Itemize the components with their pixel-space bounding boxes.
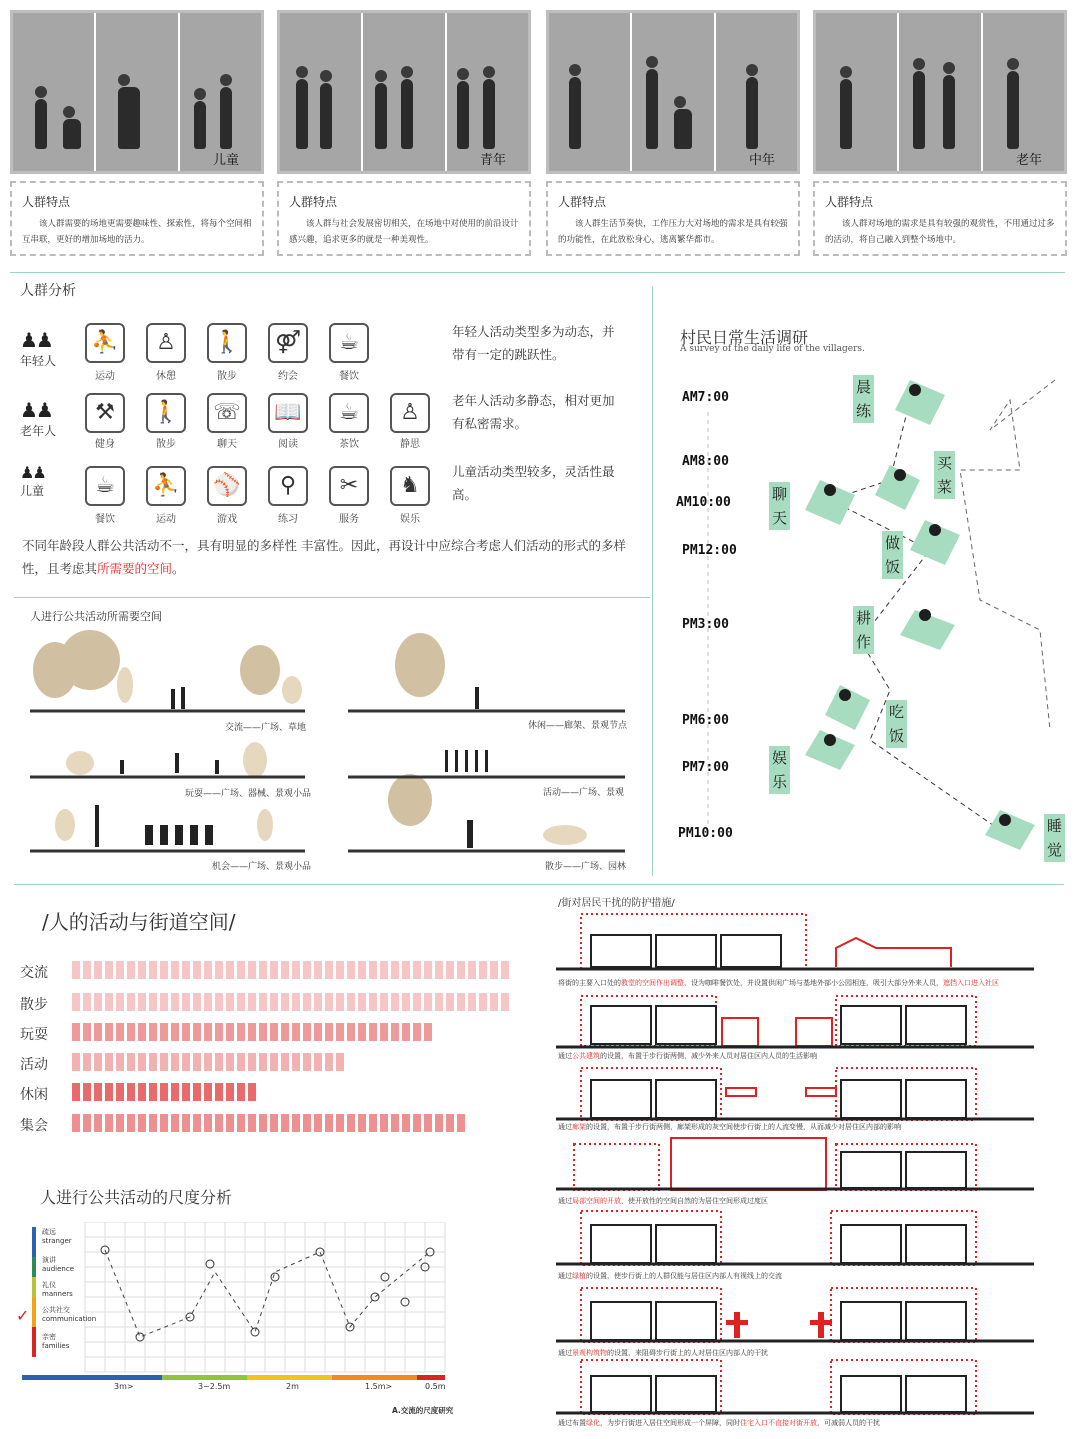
stroll-icon: 🚶 <box>146 393 186 433</box>
bar-segment <box>215 961 223 979</box>
sport-icon: ⛹ <box>85 323 125 363</box>
group-label: 中年 <box>748 153 775 168</box>
survey-title: 村民日常生活调研 <box>680 328 809 347</box>
exercise-icon: ⛹ <box>146 466 186 506</box>
bar-segment <box>270 993 278 1011</box>
bar-segment <box>303 1053 311 1071</box>
bar-segment <box>105 1023 113 1041</box>
bar-segment <box>226 1023 234 1041</box>
bar-segment <box>204 1023 212 1041</box>
bar-segment <box>226 1114 234 1132</box>
bar-segment <box>369 993 377 1011</box>
bar-row: 交流 <box>20 961 512 983</box>
dining-icon: ☕ <box>329 323 369 363</box>
bar-segment <box>325 1114 333 1132</box>
bar-segment <box>83 1023 91 1041</box>
children-desc: 儿童活动类型较多，灵活性最高。 <box>452 464 615 502</box>
bar-segment <box>259 961 267 979</box>
bar-segment <box>149 1083 157 1101</box>
bar-segment <box>248 993 256 1011</box>
survey-subtitle: A survey of the daily life of the villagers. <box>680 344 865 354</box>
game-icon: ⚾ <box>207 466 247 506</box>
bar-segment <box>424 1023 432 1041</box>
bar-segment <box>149 1053 157 1071</box>
bar-segment <box>149 961 157 979</box>
bar-segment <box>358 1023 366 1041</box>
activity-buy-groceries: 买菜 <box>934 451 955 499</box>
bar-segment <box>391 1114 399 1132</box>
bar-segment <box>127 993 135 1011</box>
bar-segment <box>248 1053 256 1071</box>
young-desc: 年轻人活动类型多为动态，并带有一定的跳跃性。 <box>452 324 615 362</box>
bar-segment <box>215 1053 223 1071</box>
bar-row: 玩耍 <box>20 1023 435 1045</box>
bar-segment <box>413 1114 421 1132</box>
bar-segment <box>413 961 421 979</box>
bar-segment <box>347 961 355 979</box>
bar-segment <box>501 961 509 979</box>
bar-segment <box>116 961 124 979</box>
bar-segment <box>204 1053 212 1071</box>
caption-3: 通过廊架的设置，布置于步行街两侧，廊架形成的灰空间使步行街上的人流变慢，从而减少对居住区内部的影响 <box>558 1123 901 1131</box>
bar-segment <box>160 1023 168 1041</box>
distance-scale-bar <box>22 1375 445 1380</box>
entertainment-icon: ♞ <box>390 466 430 506</box>
bar-segment <box>292 1053 300 1071</box>
bar-segment <box>72 1053 80 1071</box>
crowd-title: 人群分析 <box>20 283 76 299</box>
bar-segment <box>325 1023 333 1041</box>
bar-segment <box>138 1083 146 1101</box>
trait-card-elderly: 人群特点 该人群对场地的需求是具有较强的观赏性，不用通过过多的活动，将自己融入到整个场地中。 <box>813 181 1067 256</box>
bar-segment <box>391 961 399 979</box>
bar-segment <box>435 961 443 979</box>
bar-segment <box>83 961 91 979</box>
bar-segment <box>314 1114 322 1132</box>
bar-segment <box>325 961 333 979</box>
scale-grid <box>20 1222 450 1382</box>
bar-segment <box>303 961 311 979</box>
spaces-sketches <box>25 625 635 875</box>
time-pm10: PM10:00 <box>678 826 733 841</box>
bar-segment <box>336 1114 344 1132</box>
bar-segment <box>347 1023 355 1041</box>
bar-segment <box>127 1053 135 1071</box>
bar-segment <box>369 961 377 979</box>
bar-segment <box>193 993 201 1011</box>
meditate-icon: ♙ <box>390 393 430 433</box>
bar-segment <box>127 1114 135 1132</box>
bar-row: 活动 <box>20 1053 347 1075</box>
bar-segment <box>72 1023 80 1041</box>
bar-segment <box>380 1114 388 1132</box>
bar-segment <box>402 993 410 1011</box>
group-elderly: ♟♟ 老年人 <box>20 398 57 438</box>
bar-segment <box>226 993 234 1011</box>
bar-segment <box>226 1083 234 1101</box>
time-am7: AM7:00 <box>682 390 729 405</box>
bar-segment <box>237 993 245 1011</box>
caption-2: 通过公共建筑的设置，布置于步行街两侧，减少外来人员对居住区内人员的生活影响 <box>558 1052 817 1060</box>
bar-segment <box>105 961 113 979</box>
bar-segment <box>314 1023 322 1041</box>
group-children: ♟♟ 儿童 <box>20 463 45 498</box>
bar-segment <box>83 1114 91 1132</box>
bar-segment <box>138 1023 146 1041</box>
bar-segment <box>281 1023 289 1041</box>
bar-segment <box>237 1023 245 1041</box>
bar-segment <box>369 1023 377 1041</box>
bar-segment <box>94 993 102 1011</box>
caption-7: 通过布置绿化，为步行街进入居住空间形成一个屏障，同时住宅入口不直接对街开放，可减弱人员的干扰 <box>558 1419 880 1427</box>
bar-segment <box>446 1114 454 1132</box>
bar-segment <box>94 1083 102 1101</box>
spaces-title: 人进行公共活动所需要空间 <box>30 610 162 623</box>
bar-segment <box>204 1114 212 1132</box>
bar-segment <box>281 961 289 979</box>
bar-segment <box>160 1053 168 1071</box>
chat-icon: ☏ <box>207 393 247 433</box>
time-pm3: PM3:00 <box>682 617 729 632</box>
bar-segment <box>160 1114 168 1132</box>
legend-audience: 演讲 audience <box>42 1256 75 1273</box>
bar-segment <box>468 993 476 1011</box>
activity-entertainment: 娱乐 <box>769 746 790 794</box>
bar-segment <box>182 1023 190 1041</box>
rest-icon: ♙ <box>146 323 186 363</box>
bar-segment <box>83 1053 91 1071</box>
bar-segment <box>83 993 91 1011</box>
bar-segment <box>171 961 179 979</box>
activity-farm: 耕作 <box>853 606 874 654</box>
elderly-desc: 老年人活动多静态，相对更加有私密需求。 <box>452 393 615 431</box>
bar-segment <box>94 961 102 979</box>
bar-segment <box>149 1114 157 1132</box>
activity-chat: 聊天 <box>769 482 790 530</box>
bar-segment <box>237 1114 245 1132</box>
bar-segment <box>160 1083 168 1101</box>
photo-elderly <box>813 10 1067 174</box>
trait-card-children: 人群特点 该人群需要的场地更需要趣味性、探索性，将每个空间相互串联，更好的增加场地的活力。 <box>10 181 264 256</box>
crowd-summary: 不同年龄段人群公共活动不一，具有明显的多样性 丰富性。因此，再设计中应综合考虑人们活动的形式的多样性，且考虑其所需要的空间。 <box>22 538 626 576</box>
tea-icon: ☕ <box>329 393 369 433</box>
bar-segment <box>402 961 410 979</box>
time-pm12: PM12:00 <box>682 543 737 558</box>
bar-segment <box>380 993 388 1011</box>
walk-icon: 🚶 <box>207 323 247 363</box>
trait-card-middle-aged: 人群特点 该人群生活节奏快，工作压力大对场地的需求是具有较强的功能性，在此放松身心，逃离繁华都市。 <box>546 181 800 256</box>
bar-segment <box>303 1023 311 1041</box>
time-pm6: PM6:00 <box>682 713 729 728</box>
bar-segment <box>347 1114 355 1132</box>
bar-segment <box>336 993 344 1011</box>
section-7 <box>556 1356 1034 1418</box>
section-6 <box>556 1282 1034 1344</box>
bar-segment <box>116 1083 124 1101</box>
bar-segment <box>94 1114 102 1132</box>
bar-segment <box>336 1023 344 1041</box>
bar-segment <box>226 1053 234 1071</box>
bar-segment <box>270 961 278 979</box>
bicycle-icon: ⚲ <box>268 466 308 506</box>
bar-segment <box>160 993 168 1011</box>
bar-segment <box>72 961 80 979</box>
bar-segment <box>149 1023 157 1041</box>
activity-cook: 做饭 <box>882 531 903 579</box>
bar-segment <box>424 1114 432 1132</box>
legend-families: 亲密 families <box>42 1333 70 1350</box>
group-label: 儿童 <box>212 153 239 168</box>
bar-segment <box>391 993 399 1011</box>
time-am8: AM8:00 <box>682 454 729 469</box>
section-2 <box>556 988 1034 1050</box>
bar-segment <box>402 1023 410 1041</box>
bar-segment <box>424 961 432 979</box>
bar-segment <box>171 1114 179 1132</box>
section-1 <box>556 910 1034 972</box>
bar-segment <box>325 1053 333 1071</box>
bar-segment <box>182 1053 190 1071</box>
legend-communication: 公共社交 communication <box>42 1306 97 1323</box>
bar-segment <box>204 993 212 1011</box>
bar-segment <box>116 1053 124 1071</box>
bar-segment <box>314 961 322 979</box>
bar-segment <box>116 1023 124 1041</box>
bar-segment <box>490 961 498 979</box>
caption-4: 通过局部空间的开放，使开放性的空间自然的为居住空间形成过度区 <box>558 1197 768 1205</box>
bar-segment <box>369 1114 377 1132</box>
bar-segment <box>413 1023 421 1041</box>
service-icon: ✂ <box>329 466 369 506</box>
bar-segment <box>116 993 124 1011</box>
bar-segment <box>358 1114 366 1132</box>
photo-youth <box>277 10 531 174</box>
bar-segment <box>127 961 135 979</box>
bar-segment <box>105 1083 113 1101</box>
bar-segment <box>446 961 454 979</box>
fitness-icon: ⚒ <box>85 393 125 433</box>
bar-segment <box>160 961 168 979</box>
trait-card-youth: 人群特点 该人群与社会发展密切相关，在场地中对使用的前沿设计感兴趣，追求更多的就是一种美观性。 <box>277 181 531 256</box>
bar-segment <box>314 993 322 1011</box>
bar-segment <box>435 1114 443 1132</box>
bar-segment <box>127 1023 135 1041</box>
bar-segment <box>259 1053 267 1071</box>
bar-segment <box>457 1114 465 1132</box>
bar-segment <box>336 961 344 979</box>
bar-segment <box>171 1053 179 1071</box>
bar-segment <box>193 1023 201 1041</box>
bar-segment <box>171 1083 179 1101</box>
bar-segment <box>391 1023 399 1041</box>
bar-segment <box>72 1114 80 1132</box>
bar-segment <box>490 993 498 1011</box>
bar-segment <box>358 961 366 979</box>
legend-stranger: 疏远 stranger <box>42 1228 72 1245</box>
photo-children <box>10 10 264 174</box>
bar-segment <box>281 1053 289 1071</box>
bar-segment <box>193 961 201 979</box>
bar-segment <box>292 961 300 979</box>
caption-6: 通过景观构筑物的设置，来阻碍步行街上的人对居住区内部人的干扰 <box>558 1349 768 1357</box>
bar-segment <box>270 1053 278 1071</box>
bar-segment <box>259 1023 267 1041</box>
bar-segment <box>380 961 388 979</box>
bar-segment <box>237 961 245 979</box>
bar-segment <box>138 1053 146 1071</box>
activity-sleep: 睡觉 <box>1044 814 1065 862</box>
bar-segment <box>105 1053 113 1071</box>
bar-segment <box>402 1114 410 1132</box>
section-3 <box>556 1060 1034 1122</box>
bar-segment <box>259 1114 267 1132</box>
legend-manners: 礼仪 manners <box>42 1281 73 1298</box>
bar-row: 散步 <box>20 993 512 1015</box>
bar-segment <box>248 1114 256 1132</box>
bar-segment <box>292 1114 300 1132</box>
bar-segment <box>72 1083 80 1101</box>
time-pm7: PM7:00 <box>682 760 729 775</box>
bar-segment <box>270 1023 278 1041</box>
bar-segment <box>413 993 421 1011</box>
bar-segment <box>468 961 476 979</box>
bar-segment <box>215 993 223 1011</box>
bar-segment <box>182 1114 190 1132</box>
bar-segment <box>248 961 256 979</box>
street-title: /人的活动与街道空间/ <box>42 910 236 934</box>
bar-segment <box>105 993 113 1011</box>
bar-segment <box>226 961 234 979</box>
bar-segment <box>501 993 509 1011</box>
bar-segment <box>204 1083 212 1101</box>
activity-eat: 吃饭 <box>886 700 907 748</box>
bar-row: 休闲 <box>20 1083 259 1105</box>
scale-title: 人进行公共活动的尺度分析 <box>40 1188 233 1207</box>
bar-segment <box>237 1053 245 1071</box>
bar-segment <box>292 993 300 1011</box>
bar-segment <box>105 1114 113 1132</box>
bar-segment <box>248 1083 256 1101</box>
activity-morning-exercise: 晨练 <box>853 375 874 423</box>
meal-icon: ☕ <box>85 466 125 506</box>
time-am10: AM10:00 <box>676 495 731 510</box>
bar-segment <box>127 1083 135 1101</box>
group-young: ♟♟ 年轻人 <box>20 328 57 368</box>
bar-segment <box>457 961 465 979</box>
bar-segment <box>116 1114 124 1132</box>
group-label: 青年 <box>479 153 506 168</box>
bar-segment <box>72 993 80 1011</box>
caption-1: 将街的主要入口处的教堂的空间作出调整，设为咖啡餐饮处，并设置供闲广场与基地外部小公园相连，吸引大部分外来人员，遮挡入口进入社区 <box>558 979 999 987</box>
bar-row: 集会 <box>20 1114 468 1136</box>
bar-segment <box>336 1053 344 1071</box>
caption-5: 通过绿植的设置，使步行街上的人群仅能与居住区内部人有视线上的交流 <box>558 1272 782 1280</box>
bar-segment <box>325 993 333 1011</box>
bar-segment <box>193 1114 201 1132</box>
bar-segment <box>215 1023 223 1041</box>
bar-segment <box>259 993 267 1011</box>
bar-segment <box>435 993 443 1011</box>
bar-segment <box>182 1083 190 1101</box>
bar-segment <box>457 993 465 1011</box>
bar-segment <box>215 1083 223 1101</box>
bar-segment <box>303 993 311 1011</box>
bar-segment <box>94 1053 102 1071</box>
bar-segment <box>138 993 146 1011</box>
bar-segment <box>347 993 355 1011</box>
read-icon: 📖 <box>268 393 308 433</box>
photo-middle-aged <box>546 10 800 174</box>
bar-segment <box>94 1023 102 1041</box>
section-4 <box>556 1130 1034 1192</box>
bar-segment <box>303 1114 311 1132</box>
group-label: 老年 <box>1015 153 1042 168</box>
bar-segment <box>193 1083 201 1101</box>
bar-segment <box>248 1023 256 1041</box>
bar-segment <box>182 961 190 979</box>
bar-segment <box>358 993 366 1011</box>
bar-segment <box>204 961 212 979</box>
bar-segment <box>479 993 487 1011</box>
bar-segment <box>380 1023 388 1041</box>
bar-segment <box>171 1023 179 1041</box>
bar-segment <box>424 993 432 1011</box>
bar-segment <box>83 1083 91 1101</box>
protect-title: /街对居民干扰的防护措施/ <box>558 898 675 909</box>
bar-segment <box>281 993 289 1011</box>
bar-segment <box>314 1053 322 1071</box>
bar-segment <box>270 1114 278 1132</box>
bar-segment <box>138 1114 146 1132</box>
bar-segment <box>193 1053 201 1071</box>
check-icon: ✓ <box>16 1306 30 1325</box>
bar-segment <box>292 1023 300 1041</box>
date-icon: ⚤ <box>268 323 308 363</box>
bar-segment <box>281 1114 289 1132</box>
bar-segment <box>215 1114 223 1132</box>
bar-segment <box>446 993 454 1011</box>
bar-segment <box>171 993 179 1011</box>
bar-segment <box>237 1083 245 1101</box>
bar-segment <box>182 993 190 1011</box>
bar-segment <box>479 961 487 979</box>
bar-segment <box>138 961 146 979</box>
section-5 <box>556 1205 1034 1267</box>
bar-segment <box>149 993 157 1011</box>
